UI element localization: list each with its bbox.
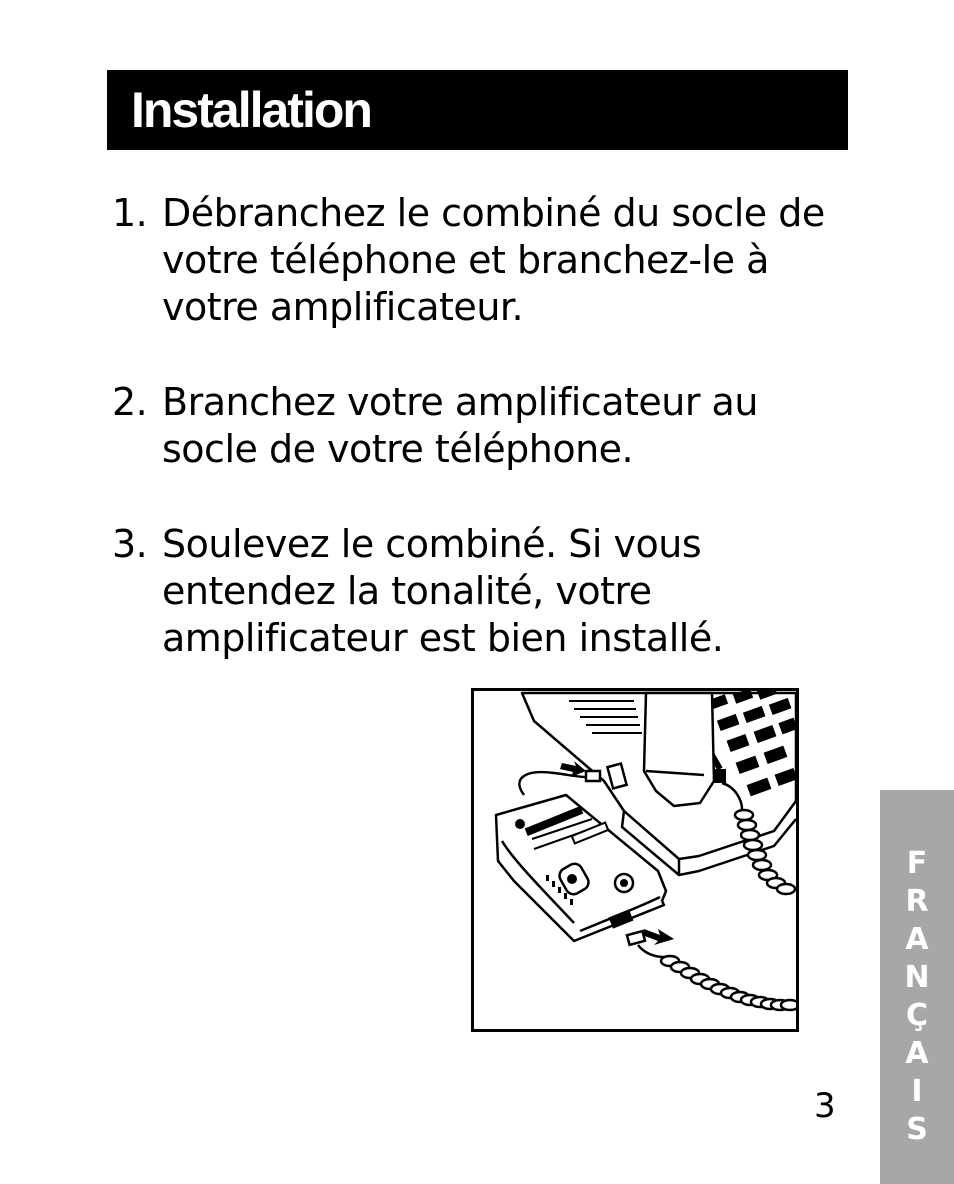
- page-number: 3: [814, 1086, 836, 1126]
- step-3: [112, 521, 832, 662]
- installation-illustration: [471, 688, 799, 1032]
- language-tab-label: F R A N Ç A I S: [904, 846, 930, 1147]
- step-text: Branchez votre amplificateur au socle de votre téléphone.: [162, 380, 758, 471]
- handset-cord: [627, 931, 796, 1010]
- step-text: Soulevez le combiné. Si vous entendez la tonalité, votre amplificateur est bien installé.: [162, 522, 724, 660]
- step-1: [112, 190, 832, 331]
- installation-steps: [112, 190, 832, 710]
- arrow-to-amplifier-icon: [642, 929, 674, 945]
- language-tab: [880, 790, 954, 1184]
- section-title-bar: [107, 70, 848, 150]
- step-number: 3.: [112, 522, 148, 566]
- step-number: 2.: [112, 380, 148, 424]
- step-text: Débranchez le combiné du socle de votre téléphone et branchez-le à votre amplificateur.: [162, 191, 825, 329]
- phone-amplifier-drawing: [474, 691, 796, 1029]
- step-number: 1.: [112, 191, 148, 235]
- step-2: [112, 379, 832, 473]
- section-title: Installation: [131, 82, 371, 138]
